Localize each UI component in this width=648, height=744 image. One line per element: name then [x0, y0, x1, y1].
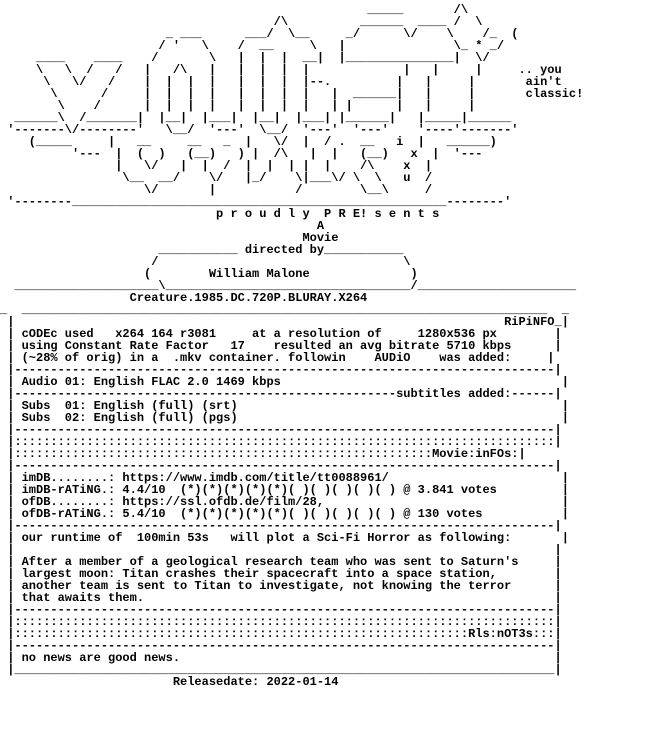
- nfo-line: Releasedate: 2022-01-14: [0, 675, 339, 689]
- nfo-line: | no news are good news. |: [0, 651, 562, 665]
- nfo-line: | imDB-rATiNG.: 4.4/10 (*)(*)(*)(*)(*)( )( )( )( )( ) @ 3.841 votes |: [0, 483, 569, 497]
- nfo-line: | our runtime of 100min 53s will plot a Sci-Fi Horror as following: |: [0, 531, 569, 545]
- nfo-line: _____ /\: [0, 3, 469, 17]
- nfo-line: ___________ directed by___________: [0, 243, 404, 257]
- nfo-line: /\ ______ ____ / \: [0, 15, 483, 29]
- nfo-line: '--------____________________________________________________--------': [0, 195, 512, 209]
- nfo-line: |---------------------------------------------------------------------------|: [0, 363, 562, 377]
- nfo-line: | ofDB........: https://ssl.ofdb.de/film/28, |: [0, 495, 569, 509]
- nfo-line: |:::::::::::::::::::::::::::::::::::::::::::::::::::::::::::::::Rls:nOT3s:::|: [0, 627, 562, 641]
- nfo-line: _ ___ ___/ \__ _/ \/ \ /_ (: [0, 27, 519, 41]
- nfo-line: | cODEc used x264 164 r3081 at a resolution of 1280x536 px |: [0, 327, 562, 341]
- nfo-line: _ _________________________________________________________________________ _: [0, 303, 569, 317]
- nfo-line: / \: [0, 255, 411, 269]
- nfo-line: | Audio 01: English FLAC 2.0 1469 kbps |: [0, 375, 569, 389]
- nfo-line: Movie: [0, 231, 339, 245]
- nfo-line: \ / | | | | | | | | | ______| | | classic!: [0, 87, 584, 101]
- nfo-line: |---------------------------------------------------------------------------|: [0, 423, 562, 437]
- nfo-line: | RiPiNFO_|: [0, 315, 577, 329]
- nfo-line: \ / | | | | | | | | | | | | |: [0, 99, 476, 113]
- nfo-line: |---------------------------------------------------------------------------|: [0, 459, 562, 473]
- nfo-line: \ \/ / | | | | | | | |--. | | | ain't: [0, 75, 562, 89]
- nfo-line: | imDB........: https://www.imdb.com/title/tt0088961/ |: [0, 471, 569, 485]
- nfo-line: |---------------------------------------------------------------------------|: [0, 519, 562, 533]
- nfo-line: |::::::::::::::::::::::::::::::::::::::::::::::::::::::::::Movie:inFOs:|: [0, 447, 526, 461]
- nfo-line: | (~28% of orig) in a .mkv container. followin AUDiO was added: |: [0, 351, 555, 365]
- nfo-line: ( William Malone ): [0, 267, 418, 281]
- nfo-line: \/ | / \__\ /: [0, 183, 433, 197]
- nfo-line: |___________________________________________________________________________|: [0, 663, 562, 677]
- nfo-line: / ' \ / __ \ | \_ * _/: [0, 39, 505, 53]
- nfo-line: |---------------------------------------------------------------------------|: [0, 639, 562, 653]
- nfo-line: \ \ / / | /\ | | | | | | | | .. you: [0, 63, 562, 77]
- nfo-line: (_____ | __ __ _ | \/ | / . __ i | ______): [0, 135, 497, 149]
- nfo-line: | ofDB-rATiNG.: 5.4/10 (*)(*)(*)(*)(*)( )( )( )( )( ) @ 130 votes |: [0, 507, 569, 521]
- nfo-line: |:::::::::::::::::::::::::::::::::::::::::::::::::::::::::::::::::::::::::::|: [0, 435, 562, 449]
- nfo-line: ____________________\__________________________________/______________________: [0, 279, 577, 293]
- nfo-line: | After a member of a geological research team who was sent to Saturn's |: [0, 555, 562, 569]
- nfo-line: | |: [0, 543, 562, 557]
- nfo-line: |---------------------------------------------------------------------------|: [0, 603, 562, 617]
- nfo-line: Creature.1985.DC.720P.BLURAY.X264: [0, 291, 368, 305]
- nfo-text: [0, 4, 583, 688]
- nfo-line: | that awaits them. |: [0, 591, 562, 605]
- nfo-line: p r o u d l y P R E! s e n t s: [0, 207, 440, 221]
- nfo-line: | another team is sent to Titan to investigate, not knowing the terror |: [0, 579, 562, 593]
- nfo-line: | Subs 02: English (full) (pgs) |: [0, 411, 569, 425]
- nfo-line: \__ __/ \/ |_/ \|___\/ \ \ u /: [0, 171, 433, 185]
- nfo-line: |:::::::::::::::::::::::::::::::::::::::::::::::::::::::::::::::::::::::::::|: [0, 615, 562, 629]
- nfo-line: |-----------------------------------------------------subtitles added:------|: [0, 387, 562, 401]
- nfo-line: ____ ____ / \ | | | __| |_______________| \/: [0, 51, 490, 65]
- nfo-line: '-------\/--------' \__/ '---' \__/ '---' '---' '----'-------': [0, 123, 519, 137]
- nfo-line: | largest moon: Titan crashes their spacecraft into a space station, |: [0, 567, 562, 581]
- nfo-line: | using Constant Rate Factor 17 resulted an avg bitrate 5710 kbps |: [0, 339, 562, 353]
- nfo-line: ______\ /_______| |__| |___| |__| |___| |______| |_____|______: [0, 111, 512, 125]
- nfo-line: A: [0, 219, 325, 233]
- nfo-line: '--- | ( ) (__) ) | /\ | | (__) x | '---: [0, 147, 483, 161]
- nfo-line: | \/ | | / | | | | | /\ x |: [0, 159, 433, 173]
- nfo-line: | Subs 01: English (full) (srt) |: [0, 399, 569, 413]
